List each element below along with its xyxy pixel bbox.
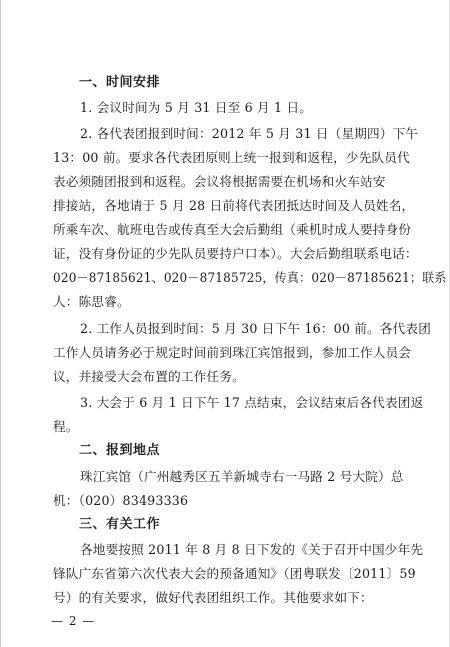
paragraph-line: 020－87185621、020－87185725，传真：020－87185621；联系: [53, 270, 447, 285]
paragraph-line: 议，并接受大会布置的工作任务。: [53, 369, 245, 384]
paragraph-line: 表必须随团报到和返程。会议将根据需要在机场和火车站安: [53, 174, 386, 189]
paragraph-line: 珠江宾馆（广州越秀区五羊新城寺右一马路 2 号大院）总: [80, 469, 404, 484]
paragraph-line: 2. 各代表团报到时间：2012 年 5 月 31 日（星期四）下午: [80, 126, 419, 141]
paragraph-line: 机：（020）83493336: [53, 493, 189, 508]
paragraph-line: 1. 会议时间为 5 月 31 日至 6 月 1 日。: [80, 100, 313, 115]
paragraph-line: 程。: [53, 419, 79, 434]
paragraph-line: 人：陈思睿。: [53, 294, 130, 309]
page-number: — 2 —: [51, 614, 96, 628]
section-heading-schedule: 一、时间安排: [79, 75, 161, 90]
paragraph-line: 13：00 前。要求各代表团原则上统一报到和返程，少先队员代: [53, 150, 410, 165]
section-heading-related-work: 三、有关工作: [79, 517, 161, 532]
paragraph-line: 各地要按照 2011 年 8 月 8 日下发的《关于召开中国少年先: [80, 542, 424, 557]
paragraph-line: 证，没有身份证的少先队员要持户口本）。大会后勤组联系电话：: [53, 246, 418, 261]
paragraph-line: 号）的有关要求，做好代表团组织工作。其他要求如下：: [53, 590, 373, 605]
paragraph-line: 2. 工作人员报到时间：5 月 30 日下午 16：00 前。各代表团: [80, 321, 431, 336]
paragraph-line: 排接站，各地请于 5 月 28 日前将代表团抵达时间及人员姓名，: [53, 198, 415, 213]
section-heading-location: 二、报到地点: [79, 443, 161, 458]
paragraph-line: 3. 大会于 6 月 1 日下午 17 点结束，会议结束后各代表团返: [80, 395, 424, 410]
paragraph-line: 锋队广东省第六次代表大会的预备通知》（团粤联发〔2011〕59: [53, 566, 416, 581]
paragraph-line: 工作人员请务必于规定时间前到珠江宾馆报到，参加工作人员会: [53, 345, 412, 360]
paragraph-line: 所乘车次、航班电告或传真至大会后勤组（乘机时成人要持身份: [53, 222, 412, 237]
